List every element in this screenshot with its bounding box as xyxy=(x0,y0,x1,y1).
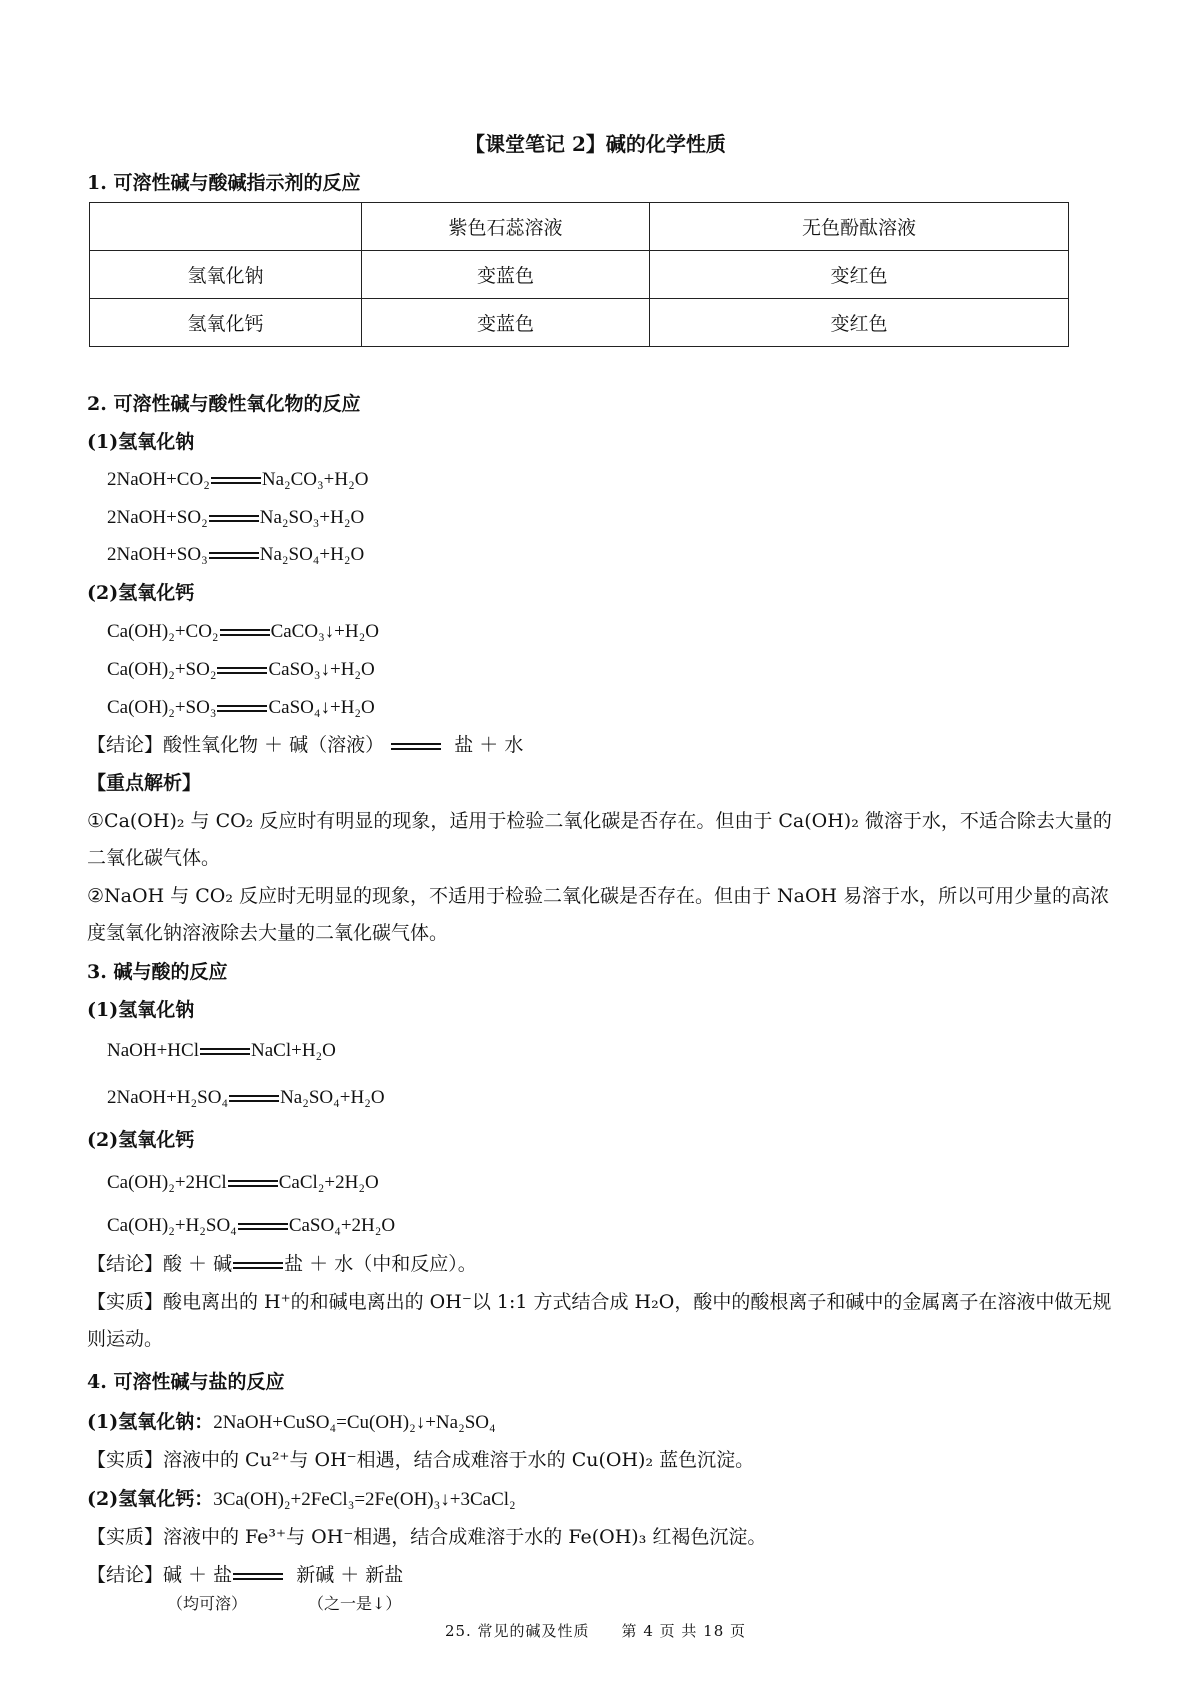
equals-sign xyxy=(391,743,441,750)
table-row xyxy=(90,251,1069,299)
table-cell: 变蓝色 xyxy=(362,251,650,299)
table-cell: 变红色 xyxy=(650,299,1069,347)
table-cell xyxy=(90,203,362,251)
key-analysis-heading: 【重点解析】 xyxy=(87,772,202,794)
section-3-heading: 3. 碱与酸的反应 xyxy=(87,961,228,983)
equation: Ca(OH)₂+SO₂ CaSO₃↓+H₂O xyxy=(107,659,375,680)
equals-sign xyxy=(228,1180,278,1187)
section-2-sub-caoh: (2)氢氧化钙 xyxy=(87,582,195,604)
section-4-heading: 4. 可溶性碱与盐的反应 xyxy=(87,1371,285,1393)
table-cell: 变蓝色 xyxy=(362,299,650,347)
page-footer: 25. 常见的碱及性质 第 4 页 共 18 页 xyxy=(444,1622,747,1640)
table-header-row xyxy=(90,203,1069,251)
equals-sign xyxy=(229,1095,279,1102)
reaction-line: (1)氢氧化钠：2NaOH+CuSO₄=Cu(OH)₂↓+Na₂SO₄ xyxy=(87,1411,496,1433)
note-soluble: （均可溶） xyxy=(167,1594,248,1613)
section-2-sub-naoh: (1)氢氧化钠 xyxy=(87,431,195,453)
equation: Ca(OH)₂+H₂SO₄ CaSO₄+2H₂O xyxy=(107,1215,396,1236)
equals-sign xyxy=(211,477,261,484)
equation: Ca(OH)₂+SO₃ CaSO₄↓+H₂O xyxy=(107,697,375,718)
section-2-heading: 2. 可溶性碱与酸性氧化物的反应 xyxy=(87,393,361,415)
equals-sign xyxy=(238,1223,288,1230)
section-3-sub-caoh: (2)氢氧化钙 xyxy=(87,1129,195,1151)
equation: Ca(OH)₂+CO₂ CaCO₃↓+H₂O xyxy=(107,621,379,642)
section-1-heading: 1. 可溶性碱与酸碱指示剂的反应 xyxy=(87,172,361,194)
table-cell: 紫色石蕊溶液 xyxy=(362,203,650,251)
table-row xyxy=(90,299,1069,347)
equals-sign xyxy=(209,552,259,559)
conclusion: 【结论】碱 ＋ 盐 新碱 ＋ 新盐 xyxy=(87,1564,404,1586)
equation: 2NaOH+SO₃ Na₂SO₄+H₂O xyxy=(107,544,365,565)
analysis-point-2: ②NaOH 与 CO₂ 反应时无明显的现象，不适用于检验二氧化碳是否存在。但由于 NaOH 易溶于水，所以可用少量的高浓度氢氧化钠溶液除去大量的二氧化碳气体。 xyxy=(87,885,1110,944)
table-cell: 氢氧化钙 xyxy=(90,299,362,347)
equation: 2NaOH+H₂SO₄ Na₂SO₄+H₂O xyxy=(107,1087,385,1108)
equals-sign xyxy=(233,1573,283,1580)
conclusion: 【结论】酸性氧化物 ＋ 碱（溶液） 盐 ＋ 水 xyxy=(87,734,524,756)
section-3-sub-naoh: (1)氢氧化钠 xyxy=(87,999,195,1021)
table-cell: 无色酚酞溶液 xyxy=(650,203,1069,251)
analysis-point-1: ①Ca(OH)₂ 与 CO₂ 反应时有明显的现象，适用于检验二氧化碳是否存在。但由于 Ca(OH)₂ 微溶于水，不适合除去大量的二氧化碳气体。 xyxy=(87,810,1112,869)
conclusion: 【结论】酸 ＋ 碱 盐 ＋ 水（中和反应）。 xyxy=(87,1253,477,1275)
equals-sign xyxy=(209,515,259,522)
equals-sign xyxy=(200,1048,250,1055)
table-cell: 变红色 xyxy=(650,251,1069,299)
equals-sign xyxy=(217,667,267,674)
page-title: 【课堂笔记 2】碱的化学性质 xyxy=(465,132,726,156)
equals-sign xyxy=(233,1262,283,1269)
essence-line: 【实质】溶液中的 Fe³⁺与 OH⁻相遇，结合成难溶于水的 Fe(OH)₃ 红褐色沉淀。 xyxy=(87,1526,767,1548)
table-cell: 氢氧化钠 xyxy=(90,251,362,299)
equation: Ca(OH)₂+2HCl CaCl₂+2H₂O xyxy=(107,1172,379,1193)
indicator-table xyxy=(89,202,1069,347)
reaction-line: (2)氢氧化钙：3Ca(OH)₂+2FeCl₃=2Fe(OH)₃↓+3CaCl₂ xyxy=(87,1488,516,1510)
equation: NaOH+HCl NaCl+H₂O xyxy=(107,1040,336,1061)
equation: 2NaOH+CO₂ Na₂CO₃+H₂O xyxy=(107,469,369,490)
note-precipitate: （之一是↓） xyxy=(308,1594,402,1613)
equals-sign xyxy=(217,705,267,712)
equation: 2NaOH+SO₂ Na₂SO₃+H₂O xyxy=(107,507,365,528)
equals-sign xyxy=(220,629,270,636)
essence-line: 【实质】溶液中的 Cu²⁺与 OH⁻相遇，结合成难溶于水的 Cu(OH)₂ 蓝色沉淀。 xyxy=(87,1449,755,1471)
essence-paragraph: 【实质】酸电离出的 H⁺的和碱电离出的 OH⁻以 1:1 方式结合成 H₂O，酸中的酸根离子和碱中的金属离子在溶液中做无规则运动。 xyxy=(87,1291,1112,1350)
